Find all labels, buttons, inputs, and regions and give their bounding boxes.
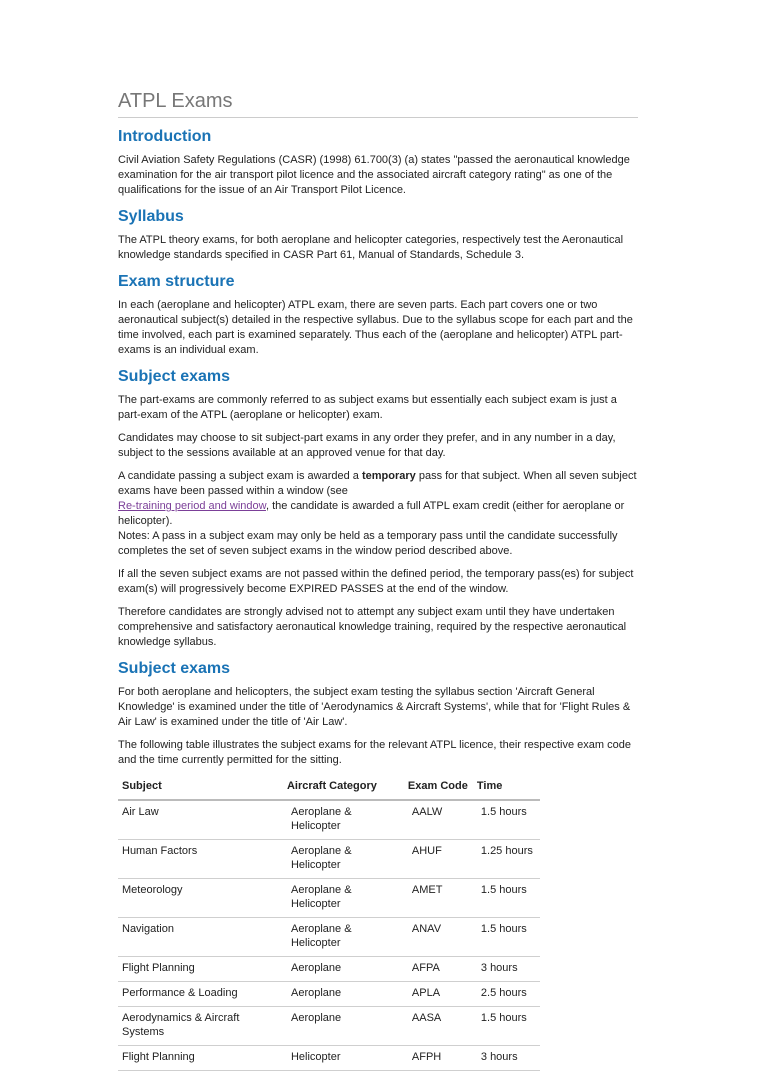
cell-aircraft-category: Aeroplane & Helicopter <box>287 918 408 957</box>
table-row <box>118 1046 540 1071</box>
cell-exam-code: AHUF <box>408 840 477 879</box>
temporary-pass-text-middle: pass for that subject. When all seven subject exams have been passed within a window (see <box>118 470 637 497</box>
notes-text: Notes: A pass in a subject exam may only be held as a temporary pass until the candidate successfully completes the set of seven subject exams in the window period described above. <box>118 530 618 557</box>
introduction-paragraph: Civil Aviation Safety Regulations (CASR) (1998) 61.700(3) (a) states "passed the aeronautical knowledge examination for the air transport pilot licence and the associated aircraft category rating" as one of the qualifications for the issue of an Air Transport Pilot Licence. <box>118 154 630 196</box>
cell-exam-code: ANAV <box>408 918 477 957</box>
table-row <box>118 918 540 957</box>
cell-exam-code: AMET <box>408 879 477 918</box>
cell-subject: Flight Planning <box>118 957 287 982</box>
cell-time: 1.5 hours <box>477 879 540 918</box>
cell-aircraft-category: Aeroplane <box>287 1007 408 1046</box>
column-header-time: Time <box>477 776 540 800</box>
subject-exams-paragraph-2: Candidates may choose to sit subject-part exams in any order they prefer, and in any number in a day, subject to the sessions available at an approved venue for that day. <box>118 432 616 459</box>
subject-exams-paragraph-5: Therefore candidates are strongly advised not to attempt any subject exam until they have undertaken comprehensive and satisfactory aeronautical knowledge training, required by the respective aeronautical knowledge syllabus. <box>118 606 627 648</box>
cell-aircraft-category: Helicopter <box>287 1046 408 1071</box>
heading-subject-exams: Subject exams <box>118 368 231 385</box>
cell-subject: Meteorology <box>118 879 287 918</box>
column-header-subject: Subject <box>118 776 287 800</box>
table-row <box>118 879 540 918</box>
article-content <box>118 90 638 1071</box>
cell-subject: Performance & Loading <box>118 982 287 1007</box>
syllabus-paragraph: The ATPL theory exams, for both aeroplane and helicopter categories, respectively test the Aeronautical knowledge standards specified in CASR Part 61, Manual of Standards, Schedule 3. <box>118 234 624 261</box>
table-row <box>118 840 540 879</box>
cell-subject: Aerodynamics & Aircraft Systems <box>118 1007 287 1046</box>
cell-aircraft-category: Aeroplane & Helicopter <box>287 879 408 918</box>
cell-subject: Human Factors <box>118 840 287 879</box>
cell-aircraft-category: Aeroplane & Helicopter <box>287 800 408 840</box>
cell-time: 1.5 hours <box>477 918 540 957</box>
table-row <box>118 957 540 982</box>
cell-time: 3 hours <box>477 957 540 982</box>
heading-syllabus: Syllabus <box>118 208 184 225</box>
cell-exam-code: AFPH <box>408 1046 477 1071</box>
cell-time: 1.25 hours <box>477 840 540 879</box>
subject-exams-paragraph-3 <box>118 469 638 559</box>
exam-structure-paragraph: In each (aeroplane and helicopter) ATPL exam, there are seven parts. Each part covers one or two aeronautical subject(s) detailed in the respective syllabus. Due to the syllabus scope for each part and the time involved, each part is examined separately. Thus each of the (aeroplane and helicopter) ATPL part-exams is an individual exam. <box>118 299 633 356</box>
heading-subject-exams-2: Subject exams <box>118 660 231 677</box>
cell-exam-code: AALW <box>408 800 477 840</box>
cell-exam-code: AFPA <box>408 957 477 982</box>
cell-subject: Flight Planning <box>118 1046 287 1071</box>
heading-introduction: Introduction <box>118 128 212 145</box>
column-header-aircraft-category: Aircraft Category <box>287 776 408 800</box>
cell-exam-code: APLA <box>408 982 477 1007</box>
subject-exams-paragraph-1: The part-exams are commonly referred to as subject exams but essentially each subject exam is just a part-exam of the ATPL (aeroplane or helicopter) exam. <box>118 394 617 421</box>
table-header-row <box>118 776 540 800</box>
cell-time: 1.5 hours <box>477 800 540 840</box>
heading-exam-structure: Exam structure <box>118 273 235 290</box>
cell-time: 2.5 hours <box>477 982 540 1007</box>
temporary-pass-text-start: A candidate passing a subject exam is awarded a <box>118 470 362 482</box>
temporary-bold-text: temporary <box>361 470 416 482</box>
cell-exam-code: AASA <box>408 1007 477 1046</box>
cell-aircraft-category: Aeroplane & Helicopter <box>287 840 408 879</box>
cell-time: 3 hours <box>477 1046 540 1071</box>
temporary-pass-text-end: , the candidate is awarded a full ATPL exam credit (either for aeroplane or helicopter). <box>118 500 625 527</box>
subject-exams-table <box>118 776 540 1071</box>
subject-exams-2-paragraph-1: For both aeroplane and helicopters, the subject exam testing the syllabus section 'Aircraft General Knowledge' is examined under the title of 'Aerodynamics & Aircraft Systems', while that for 'Flight Rules & Air Law' is examined under the title of 'Air Law'. <box>118 686 631 728</box>
retraining-period-link[interactable]: Re-training period and window <box>118 500 266 512</box>
table-row <box>118 800 540 840</box>
subject-exams-paragraph-4: If all the seven subject exams are not passed within the defined period, the temporary pass(es) for subject exam(s) will progressively become EXPIRED PASSES at the end of the window. <box>118 568 634 595</box>
table-row <box>118 982 540 1007</box>
column-header-exam-code: Exam Code <box>408 776 477 800</box>
cell-aircraft-category: Aeroplane <box>287 957 408 982</box>
table-row <box>118 1007 540 1046</box>
subject-exams-2-paragraph-2: The following table illustrates the subject exams for the relevant ATPL licence, their respective exam code and the time currently permitted for the sitting. <box>118 739 631 766</box>
cell-aircraft-category: Aeroplane <box>287 982 408 1007</box>
cell-subject: Navigation <box>118 918 287 957</box>
page-title: ATPL Exams <box>118 90 638 118</box>
cell-subject: Air Law <box>118 800 287 840</box>
cell-time: 1.5 hours <box>477 1007 540 1046</box>
